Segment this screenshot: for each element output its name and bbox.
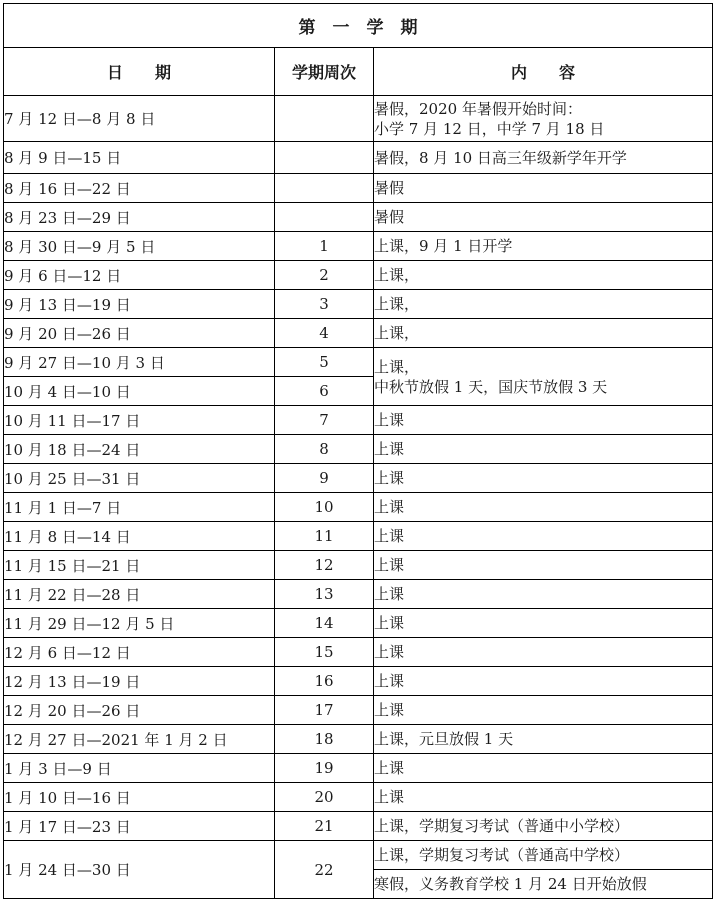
- content-cell: 暑假: [374, 174, 713, 203]
- week-cell: 3: [275, 290, 374, 319]
- table-row: [4, 841, 713, 870]
- week-cell: 20: [275, 783, 374, 812]
- table-row: [4, 638, 713, 667]
- content-cell: 上课: [374, 580, 713, 609]
- week-cell: 21: [275, 812, 374, 841]
- table-row: [4, 725, 713, 754]
- week-cell: 19: [275, 754, 374, 783]
- content-cell: 上课，: [374, 290, 713, 319]
- table-row: [4, 464, 713, 493]
- table-row: [4, 783, 713, 812]
- date-cell: 10 月 11 日—17 日: [4, 406, 275, 435]
- week-cell: [275, 96, 374, 142]
- week-cell: 8: [275, 435, 374, 464]
- date-cell: 12 月 27 日—2021 年 1 月 2 日: [4, 725, 275, 754]
- table-row: [4, 522, 713, 551]
- table-row: [4, 348, 713, 377]
- content-cell: 寒假，义务教育学校 1 月 24 日开始放假: [374, 870, 713, 899]
- date-cell: 1 月 10 日—16 日: [4, 783, 275, 812]
- week-cell: 11: [275, 522, 374, 551]
- date-cell: 8 月 23 日—29 日: [4, 203, 275, 232]
- week-cell: 5: [275, 348, 374, 377]
- date-cell: 9 月 13 日—19 日: [4, 290, 275, 319]
- content-cell: 上课: [374, 493, 713, 522]
- semester-title: 第 一 学 期: [4, 4, 713, 48]
- content-cell: 暑假: [374, 203, 713, 232]
- table-row: [4, 261, 713, 290]
- content-cell: 上课: [374, 696, 713, 725]
- date-cell: 11 月 22 日—28 日: [4, 580, 275, 609]
- content-cell: 上课: [374, 609, 713, 638]
- table-row: [4, 319, 713, 348]
- date-cell: 11 月 1 日—7 日: [4, 493, 275, 522]
- week-cell: 12: [275, 551, 374, 580]
- content-line: 上课，: [374, 357, 420, 376]
- table-row: [4, 174, 713, 203]
- table-row: [4, 667, 713, 696]
- content-cell: 上课，元旦放假 1 天: [374, 725, 713, 754]
- table-row: [4, 609, 713, 638]
- week-cell: 7: [275, 406, 374, 435]
- date-cell: 10 月 18 日—24 日: [4, 435, 275, 464]
- content-cell: 上课: [374, 551, 713, 580]
- content-cell: 上课，9 月 1 日开学: [374, 232, 713, 261]
- date-cell: 1 月 17 日—23 日: [4, 812, 275, 841]
- week-cell: 9: [275, 464, 374, 493]
- week-cell: 22: [275, 841, 374, 899]
- table-row: [4, 551, 713, 580]
- table-row: [4, 812, 713, 841]
- date-cell: 10 月 4 日—10 日: [4, 377, 275, 406]
- table-row: [4, 406, 713, 435]
- date-cell: 9 月 27 日—10 月 3 日: [4, 348, 275, 377]
- week-cell: [275, 174, 374, 203]
- table-row: [4, 754, 713, 783]
- header-date: 日 期: [4, 48, 275, 96]
- content-cell: 上课: [374, 638, 713, 667]
- content-cell: 上课: [374, 406, 713, 435]
- semester-calendar-table: [3, 3, 713, 899]
- date-cell: 11 月 8 日—14 日: [4, 522, 275, 551]
- table-row: [4, 435, 713, 464]
- content-cell: 暑假，8 月 10 日高三年级新学年开学: [374, 142, 713, 174]
- header-week: 学期周次: [275, 48, 374, 96]
- week-cell: 1: [275, 232, 374, 261]
- date-cell: 9 月 6 日—12 日: [4, 261, 275, 290]
- date-cell: 11 月 15 日—21 日: [4, 551, 275, 580]
- date-cell: 12 月 20 日—26 日: [4, 696, 275, 725]
- table-row: [4, 232, 713, 261]
- content-cell: 上课: [374, 783, 713, 812]
- content-cell: 上课，学期复习考试（普通高中学校）: [374, 841, 713, 870]
- date-cell: 8 月 9 日—15 日: [4, 142, 275, 174]
- table-row: [4, 493, 713, 522]
- date-cell: 1 月 3 日—9 日: [4, 754, 275, 783]
- table-row: [4, 290, 713, 319]
- week-cell: 14: [275, 609, 374, 638]
- week-cell: 13: [275, 580, 374, 609]
- week-cell: 17: [275, 696, 374, 725]
- week-cell: 18: [275, 725, 374, 754]
- date-cell: 1 月 24 日—30 日: [4, 841, 275, 899]
- week-cell: 4: [275, 319, 374, 348]
- week-cell: 10: [275, 493, 374, 522]
- date-cell: 12 月 13 日—19 日: [4, 667, 275, 696]
- table-row: [4, 203, 713, 232]
- content-cell: 上课: [374, 435, 713, 464]
- week-cell: 16: [275, 667, 374, 696]
- table-row: [4, 580, 713, 609]
- week-cell: [275, 203, 374, 232]
- date-cell: 12 月 6 日—12 日: [4, 638, 275, 667]
- content-cell: 上课: [374, 522, 713, 551]
- content-cell: 上课，: [374, 261, 713, 290]
- content-cell: 上课，: [374, 319, 713, 348]
- date-cell: 8 月 30 日—9 月 5 日: [4, 232, 275, 261]
- content-line: 小学 7 月 12 日，中学 7 月 18 日: [374, 119, 605, 138]
- content-cell: [374, 348, 713, 406]
- content-cell: 上课，学期复习考试（普通中小学校）: [374, 812, 713, 841]
- table-row: [4, 696, 713, 725]
- header-content: 内 容: [374, 48, 713, 96]
- date-cell: 7 月 12 日—8 月 8 日: [4, 96, 275, 142]
- content-cell: 上课: [374, 464, 713, 493]
- table-row: [4, 142, 713, 174]
- date-cell: 10 月 25 日—31 日: [4, 464, 275, 493]
- date-cell: 11 月 29 日—12 月 5 日: [4, 609, 275, 638]
- week-cell: 2: [275, 261, 374, 290]
- content-line: 暑假，2020 年暑假开始时间：: [374, 99, 582, 118]
- date-cell: 9 月 20 日—26 日: [4, 319, 275, 348]
- date-cell: 8 月 16 日—22 日: [4, 174, 275, 203]
- content-cell: 上课: [374, 754, 713, 783]
- table-row: [4, 96, 713, 142]
- content-line: 中秋节放假 1 天，国庆节放假 3 天: [374, 377, 608, 396]
- content-cell: [374, 96, 713, 142]
- week-cell: 6: [275, 377, 374, 406]
- content-cell: 上课: [374, 667, 713, 696]
- week-cell: 15: [275, 638, 374, 667]
- week-cell: [275, 142, 374, 174]
